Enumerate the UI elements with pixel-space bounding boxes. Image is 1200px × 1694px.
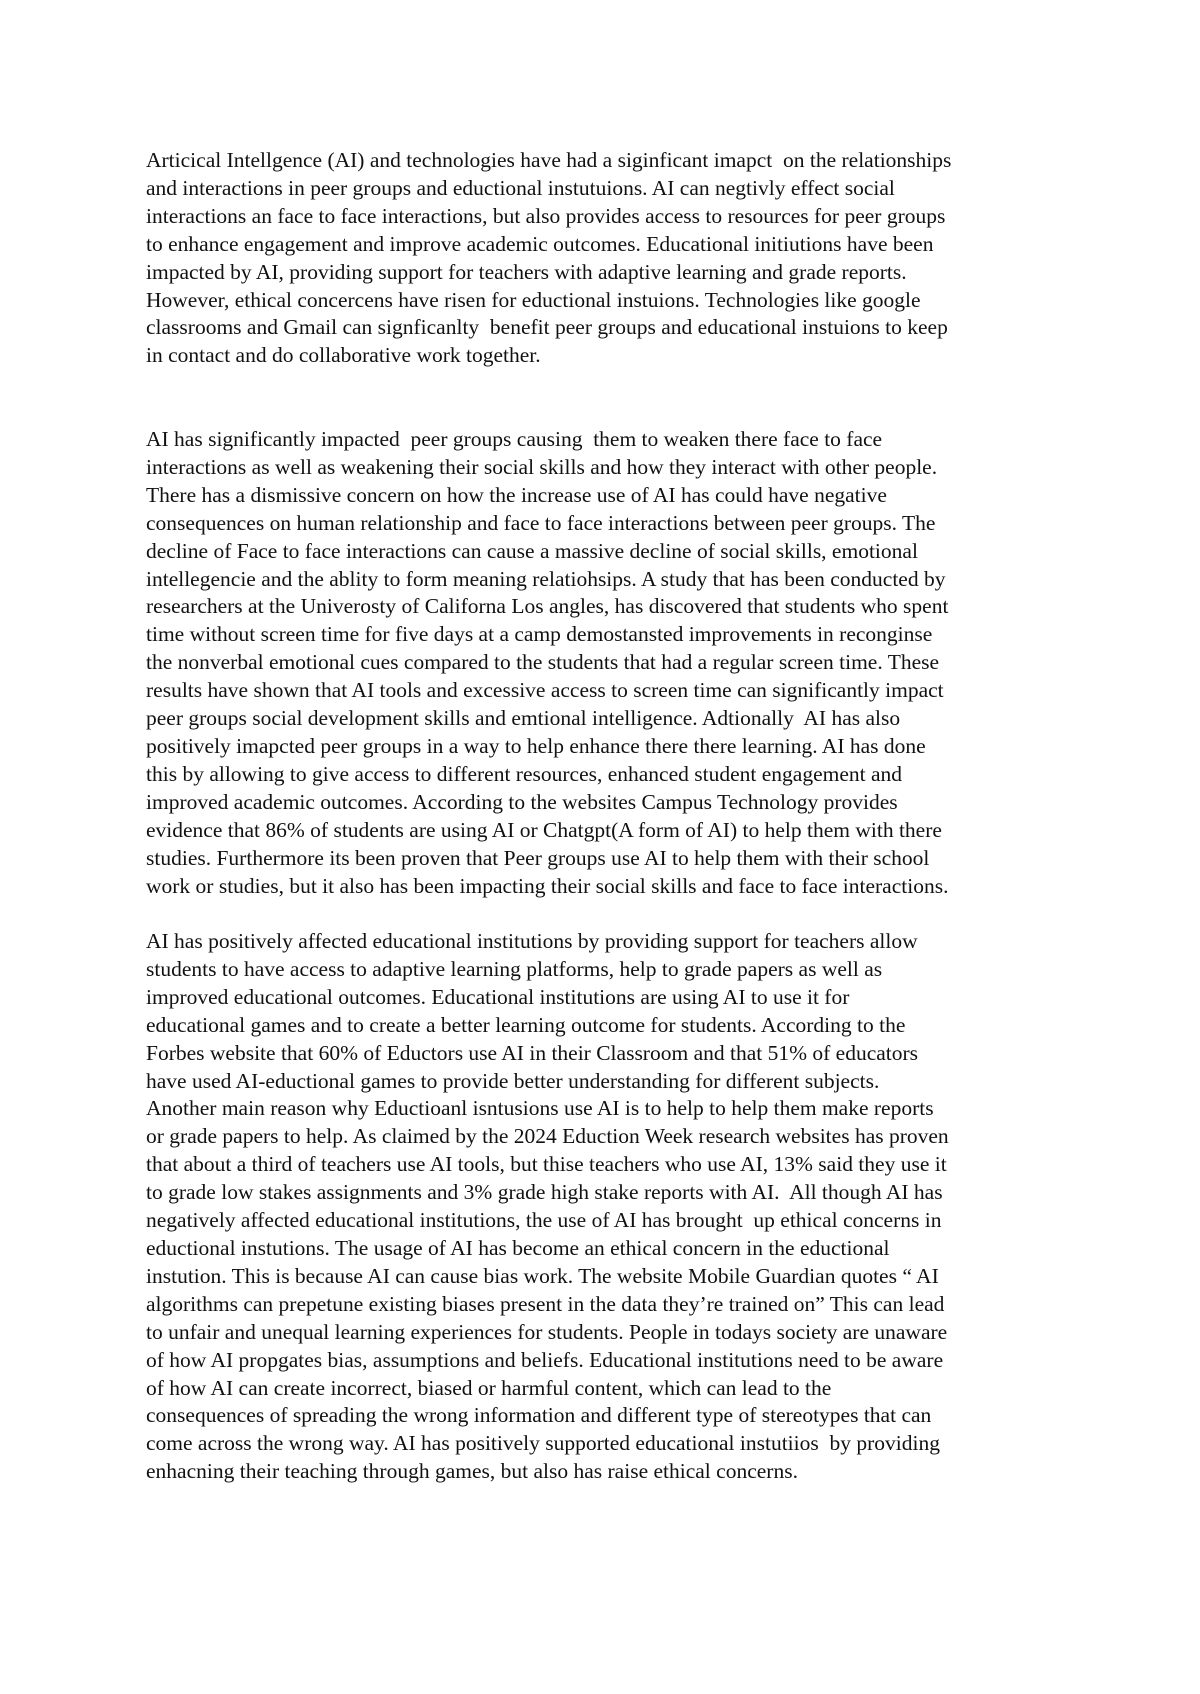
text-line: work or studies, but it also has been impacting their social skills and face to face interactions. — [146, 873, 949, 898]
text-line: in contact and do collaborative work together. — [146, 343, 541, 368]
text-line: impacted by AI, providing support for teachers with adaptive learning and grade reports. — [146, 259, 907, 284]
text-line: of how AI can create incorrect, biased or harmful content, which can lead to the — [146, 1375, 832, 1400]
text-line: of how AI propgates bias, assumptions and beliefs. Educational institutions need to be aware — [146, 1347, 944, 1372]
text-line: to grade low stakes assignments and 3% grade high stake reports with AI. All though AI has — [146, 1180, 943, 1205]
text-line: eductional instutions. The usage of AI has become an ethical concern in the eductional — [146, 1235, 890, 1260]
text-line: results have shown that AI tools and excessive access to screen time can significantly impact — [146, 678, 944, 703]
text-line: improved academic outcomes. According to the websites Campus Technology provides — [146, 789, 898, 814]
text-line: AI has positively affected educational institutions by providing support for teachers allow — [146, 929, 918, 953]
text-line: However, ethical concercens have risen for eductional instuions. Technologies like google — [146, 287, 921, 312]
text-line: the nonverbal emotional cues compared to the students that had a regular screen time. These — [146, 650, 940, 675]
text-line: Another main reason why Eductioanl isntusions use AI is to help to help them make reports — [146, 1096, 934, 1121]
text-line: algorithms can prepetune existing biases present in the data they’re trained on” This can lead — [146, 1291, 945, 1316]
paragraph-peer-groups — [146, 426, 1078, 900]
text-line: negatively affected educational institutions, the use of AI has brought up ethical concerns in — [146, 1208, 942, 1233]
text-line: have used AI-eductional games to provide better understanding for different subjects. — [146, 1068, 880, 1093]
text-line: educational games and to create a better learning outcome for students. According to the — [146, 1012, 906, 1037]
text-line: There has a dismissive concern on how the increase use of AI has could have negative — [146, 482, 887, 507]
text-line: interactions an face to face interactions, but also provides access to resources for peer groups — [146, 203, 946, 228]
text-line: positively imapcted peer groups in a way to help enhance there there learning. AI has done — [146, 733, 926, 758]
text-line: intellegencie and the ablity to form meaning relatiohsips. A study that has been conducted by — [146, 566, 946, 591]
text-line: peer groups social development skills and emtional intelligence. Adtionally AI has also — [146, 706, 901, 731]
text-line: students to have access to adaptive learning platforms, help to grade papers as well as — [146, 956, 883, 981]
text-line: this by allowing to give access to different resources, enhanced student engagement and — [146, 761, 903, 786]
text-line: studies. Furthermore its been proven that Peer groups use AI to help them with their school — [146, 845, 930, 870]
paragraph-educational-institutions — [146, 928, 1078, 1486]
text-line: to enhance engagement and improve academic outcomes. Educational initiutions have been — [146, 231, 934, 256]
text-line: researchers at the Univerosty of Californa Los angles, has discovered that students who spent — [146, 594, 949, 619]
text-line: or grade papers to help. As claimed by the 2024 Eduction Week research websites has proven — [146, 1124, 949, 1149]
text-line: classrooms and Gmail can signficanlty benefit peer groups and educational instuions to keep — [146, 315, 948, 340]
text-line: time without screen time for five days at a camp demostansted improvements in reconginse — [146, 622, 933, 647]
text-line: and interactions in peer groups and eductional instutuions. AI can negtivly effect social — [146, 175, 895, 200]
text-line: improved educational outcomes. Educational institutions are using AI to use it for — [146, 984, 850, 1009]
text-line: that about a third of teachers use AI tools, but thise teachers who use AI, 13% said they use it — [146, 1152, 947, 1177]
text-line: consequences on human relationship and face to face interactions between peer groups. The — [146, 510, 936, 535]
text-line: interactions as well as weakening their social skills and how they interact with other people. — [146, 454, 938, 479]
text-line: AI has significantly impacted peer groups causing them to weaken there face to face — [146, 427, 883, 451]
text-line: enhacning their teaching through games, but also has raise ethical concerns. — [146, 1459, 798, 1484]
text-line: evidence that 86% of students are using AI or Chatgpt(A form of AI) to help them with there — [146, 817, 942, 842]
text-line: Forbes website that 60% of Eductors use AI in their Classroom and that 51% of educators — [146, 1040, 919, 1065]
text-line: to unfair and unequal learning experiences for students. People in todays society are unaware — [146, 1319, 948, 1344]
text-line: Articical Intellgence (AI) and technologies have had a siginficant imapct on the relationships — [146, 148, 952, 172]
text-line: come across the wrong way. AI has positively supported educational instutiios by providing — [146, 1431, 940, 1456]
text-line: decline of Face to face interactions can cause a massive decline of social skills, emotional — [146, 538, 918, 563]
text-line: instution. This is because AI can cause bias work. The website Mobile Guardian quotes “ AI — [146, 1263, 939, 1288]
text-line: consequences of spreading the wrong information and different type of stereotypes that can — [146, 1403, 932, 1428]
paragraph-intro — [146, 147, 1078, 370]
